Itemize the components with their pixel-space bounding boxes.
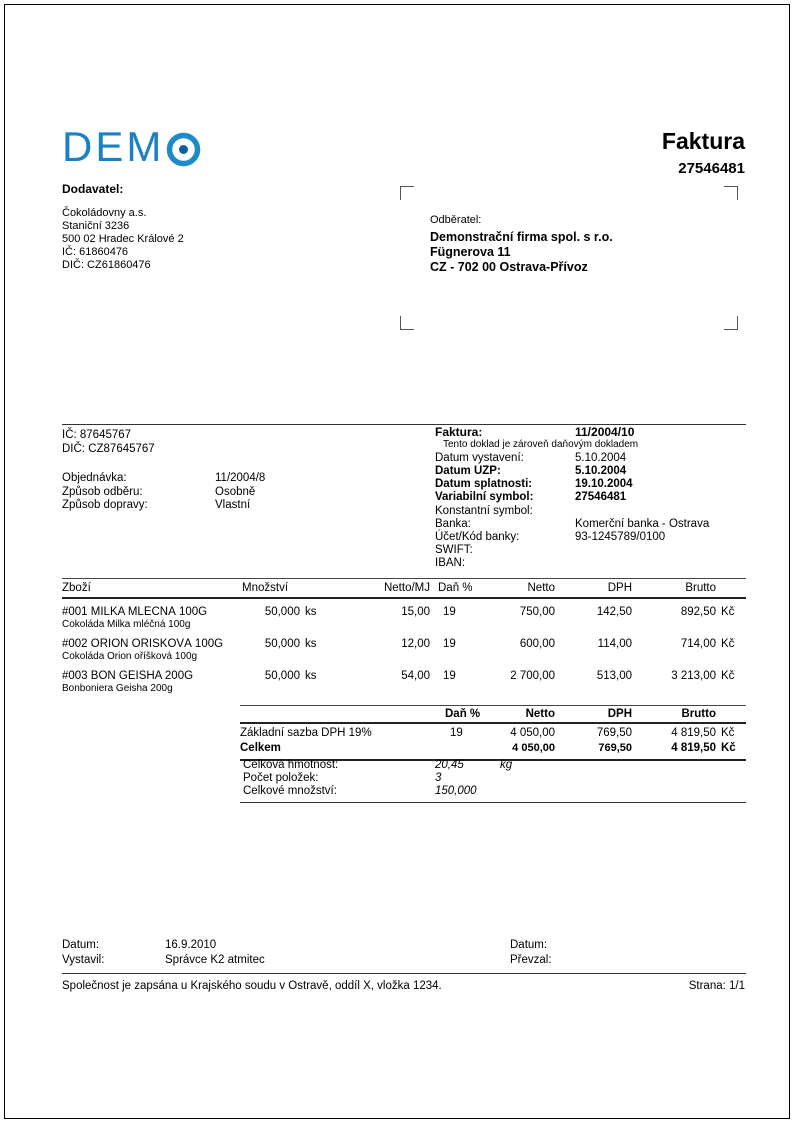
item-description: Bonboniera Geisha 200g bbox=[62, 683, 173, 694]
item-name: #002 ORION OŘÍŠKOVÁ 100G bbox=[62, 638, 224, 650]
invoice-info-row bbox=[435, 557, 746, 570]
page-indicator: Strana: 1/1 bbox=[688, 980, 745, 992]
company-ic: IČ: 87645767 bbox=[62, 429, 132, 441]
invoice-info-block bbox=[435, 426, 746, 571]
order-row bbox=[62, 472, 265, 486]
item-brutto: 3 213,00 bbox=[671, 670, 716, 682]
invoice-info-value: 93-1245789/0100 bbox=[575, 530, 666, 543]
totals-value: 3 bbox=[435, 772, 442, 785]
totals-block bbox=[240, 757, 746, 803]
item-name-cell bbox=[62, 638, 242, 663]
invoice-title-row bbox=[435, 426, 746, 439]
order-label: Způsob dopravy: bbox=[62, 499, 148, 511]
col-header-netto-mj: Netto/MJ bbox=[383, 582, 430, 594]
item-currency: Kč bbox=[721, 638, 735, 650]
summary-header-dph: DPH bbox=[607, 708, 632, 720]
invoice-info-label: Variabilní symbol: bbox=[435, 491, 534, 504]
invoice-info-row bbox=[435, 491, 746, 504]
totals-row bbox=[240, 772, 746, 785]
totals-row bbox=[240, 785, 746, 798]
company-ids-block bbox=[62, 429, 155, 456]
invoice-info-row bbox=[435, 544, 746, 557]
item-netto: 2 700,00 bbox=[510, 670, 555, 682]
grand-total-tax-spacer bbox=[437, 742, 495, 755]
vat-rate-netto: 4 050,00 bbox=[510, 727, 555, 739]
invoice-info-row bbox=[435, 465, 746, 478]
col-header-tax: Daň % bbox=[438, 582, 473, 594]
invoice-info-value: 5.10.2004 bbox=[575, 464, 627, 477]
item-dph: 513,00 bbox=[596, 670, 632, 682]
item-qty: 50,000 bbox=[264, 606, 300, 618]
summary-header-spacer bbox=[240, 708, 437, 721]
signature-date-value: 16.9.2010 bbox=[165, 939, 217, 951]
item-unit: ks bbox=[305, 606, 317, 618]
item-tax: 19 bbox=[443, 670, 456, 682]
summary-header-brutto: Brutto bbox=[681, 708, 716, 720]
invoice-info-value: 27546481 bbox=[575, 491, 627, 504]
item-qty: 50,000 bbox=[264, 638, 300, 650]
invoice-info-label: IBAN: bbox=[435, 557, 466, 570]
invoice-info-label: SWIFT: bbox=[435, 544, 473, 557]
totals-label: Celková hmotnost: bbox=[243, 759, 339, 771]
customer-street: Fügnerova 11 bbox=[430, 245, 511, 259]
summary-header-netto: Netto bbox=[525, 708, 555, 720]
document-title: Faktura bbox=[661, 128, 745, 154]
item-dph: 142,50 bbox=[596, 606, 632, 618]
col-header-unit bbox=[300, 582, 332, 595]
demo-logo-text: DEM bbox=[62, 123, 165, 170]
supplier-block bbox=[62, 183, 184, 272]
item-tax: 19 bbox=[443, 606, 456, 618]
invoice-title-label: Faktura: bbox=[435, 425, 483, 439]
invoice-info-row bbox=[435, 478, 746, 491]
customer-block bbox=[430, 214, 613, 275]
invoice-info-value: 5.10.2004 bbox=[575, 451, 627, 464]
invoice-title-value: 11/2004/10 bbox=[575, 425, 635, 439]
item-name: #001 MILKA MLÉČNÁ 100G bbox=[62, 606, 208, 618]
summary-header-tax: Daň % bbox=[445, 708, 481, 720]
signature-date-label: Datum: bbox=[62, 939, 100, 951]
order-value: 11/2004/8 bbox=[215, 472, 266, 484]
invoice-info-row bbox=[435, 452, 746, 465]
company-registration-text: Společnost je zapsána u Krajského soudu v Ostravě, oddíl X, vložka 1234. bbox=[62, 980, 442, 992]
customer-address-frame bbox=[400, 186, 738, 330]
invoice-info-label: Účet/Kód banky: bbox=[435, 530, 520, 543]
item-unit: ks bbox=[305, 638, 317, 650]
company-dic: DIČ: CZ87645767 bbox=[62, 442, 155, 455]
signature-issuer-value: Správce K2 atmitec bbox=[165, 954, 265, 966]
customer-city: CZ - 702 00 Ostrava-Přívoz bbox=[430, 260, 588, 274]
order-row bbox=[62, 499, 265, 513]
vat-rate-currency: Kč bbox=[721, 727, 735, 739]
supplier-dic: DIČ: CZ61860476 bbox=[62, 259, 151, 271]
supplier-ic: IČ: 61860476 bbox=[62, 246, 129, 258]
vat-summary-header bbox=[240, 705, 746, 724]
invoice-info-label: Banka: bbox=[435, 517, 471, 530]
totals-unit: kg bbox=[500, 759, 513, 771]
demo-logo bbox=[62, 123, 202, 170]
grand-total-dph: 769,50 bbox=[598, 742, 632, 754]
items-table bbox=[62, 578, 746, 695]
col-header-qty: Množství bbox=[242, 582, 289, 594]
col-header-dph: DPH bbox=[607, 582, 632, 594]
vat-rate-dph: 769,50 bbox=[596, 727, 632, 739]
grand-total-netto: 4 050,00 bbox=[512, 742, 555, 754]
item-brutto: 892,50 bbox=[680, 606, 716, 618]
order-label: Objednávka: bbox=[62, 472, 127, 484]
item-netto: 600,00 bbox=[519, 638, 555, 650]
invoice-info-row bbox=[435, 505, 746, 518]
supplier-name: Čokoládovny a.s. bbox=[62, 207, 147, 219]
item-unit: ks bbox=[305, 670, 317, 682]
item-name-cell bbox=[62, 670, 242, 695]
invoice-info-value: 19.10.2004 bbox=[575, 478, 633, 491]
demo-logo-o-icon bbox=[165, 131, 202, 168]
col-header-brutto: Brutto bbox=[685, 582, 716, 594]
signature-received-label: Převzal: bbox=[510, 954, 552, 966]
item-row bbox=[62, 599, 746, 631]
invoice-info-label: Datum vystavení: bbox=[435, 451, 524, 464]
grand-total-currency: Kč bbox=[721, 742, 736, 754]
signature-date-row bbox=[62, 938, 265, 953]
item-currency: Kč bbox=[721, 670, 735, 682]
grand-total-label: Celkem bbox=[240, 742, 281, 754]
item-name-cell bbox=[62, 606, 242, 631]
invoice-info-row bbox=[435, 531, 746, 544]
item-netto: 750,00 bbox=[519, 606, 555, 618]
frame-corner-bottom-right-mark bbox=[724, 316, 738, 330]
document-number: 27546481 bbox=[678, 160, 745, 177]
invoice-info-label: Konstantní symbol: bbox=[435, 504, 533, 517]
totals-row bbox=[240, 759, 746, 772]
item-tax: 19 bbox=[443, 638, 456, 650]
item-netto-mj: 15,00 bbox=[401, 606, 430, 618]
signature-right-block bbox=[510, 938, 552, 968]
grand-total-brutto: 4 819,50 bbox=[671, 742, 716, 754]
item-netto-mj: 12,00 bbox=[401, 638, 430, 650]
order-row bbox=[62, 486, 265, 500]
item-dph: 114,00 bbox=[597, 638, 632, 650]
vat-summary-table bbox=[240, 705, 746, 761]
signature-date2-label: Datum: bbox=[510, 939, 548, 951]
order-info-block bbox=[62, 472, 265, 513]
totals-value: 20,45 bbox=[435, 759, 464, 771]
supplier-street: Staniční 3236 bbox=[62, 220, 130, 232]
tax-document-note: Tento doklad je zároveň daňovým dokladem bbox=[443, 439, 639, 451]
totals-value: 150,000 bbox=[435, 785, 477, 798]
invoice-info-label: Datum UZP: bbox=[435, 464, 501, 477]
items-table-header bbox=[62, 578, 746, 599]
order-value: Vlastní bbox=[215, 499, 251, 511]
customer-label: Odběratel: bbox=[430, 214, 482, 226]
col-header-currency bbox=[716, 582, 746, 595]
item-qty: 50,000 bbox=[264, 670, 300, 682]
item-brutto: 714,00 bbox=[680, 638, 716, 650]
item-description: Čokoláda Orion oříšková 100g bbox=[62, 651, 198, 662]
frame-corner-bottom-left-mark bbox=[400, 316, 414, 330]
invoice-info-row bbox=[435, 518, 746, 531]
frame-corner-top-right-mark bbox=[724, 186, 738, 200]
customer-name: Demonstrační firma spol. s r.o. bbox=[430, 230, 613, 244]
col-header-netto: Netto bbox=[527, 582, 555, 594]
signature-left-block bbox=[62, 938, 265, 968]
vat-rate-row bbox=[240, 724, 746, 740]
vat-rate-tax: 19 bbox=[450, 727, 463, 739]
item-netto-mj: 54,00 bbox=[401, 670, 430, 682]
item-row bbox=[62, 631, 746, 663]
supplier-city: 500 02 Hradec Králové 2 bbox=[62, 233, 184, 245]
frame-corner-top-left-mark bbox=[400, 186, 414, 200]
invoice-info-label: Datum splatnosti: bbox=[435, 478, 533, 491]
signature-issuer-row bbox=[62, 953, 265, 968]
order-label: Způsob odběru: bbox=[62, 485, 143, 498]
item-description: Čokoláda Milka mléčná 100g bbox=[62, 619, 191, 630]
item-row bbox=[62, 663, 746, 695]
order-value: Osobně bbox=[215, 485, 256, 498]
item-currency: Kč bbox=[721, 606, 735, 618]
vat-rate-brutto: 4 819,50 bbox=[671, 727, 716, 739]
signature-issuer-label: Vystavil: bbox=[62, 954, 105, 966]
section-divider-line bbox=[62, 424, 746, 425]
totals-label: Celkové množství: bbox=[243, 785, 337, 798]
summary-header-currency bbox=[716, 708, 746, 721]
item-name: #003 BON GEISHA 200G bbox=[62, 670, 194, 682]
footer-divider-line bbox=[62, 973, 746, 974]
totals-label: Počet položek: bbox=[243, 772, 319, 785]
supplier-label: Dodavatel: bbox=[62, 182, 124, 196]
col-header-name: Zboží bbox=[62, 582, 91, 594]
vat-rate-label: Základní sazba DPH 19% bbox=[240, 727, 372, 739]
invoice-info-value: Komerční banka - Ostrava bbox=[575, 517, 710, 530]
